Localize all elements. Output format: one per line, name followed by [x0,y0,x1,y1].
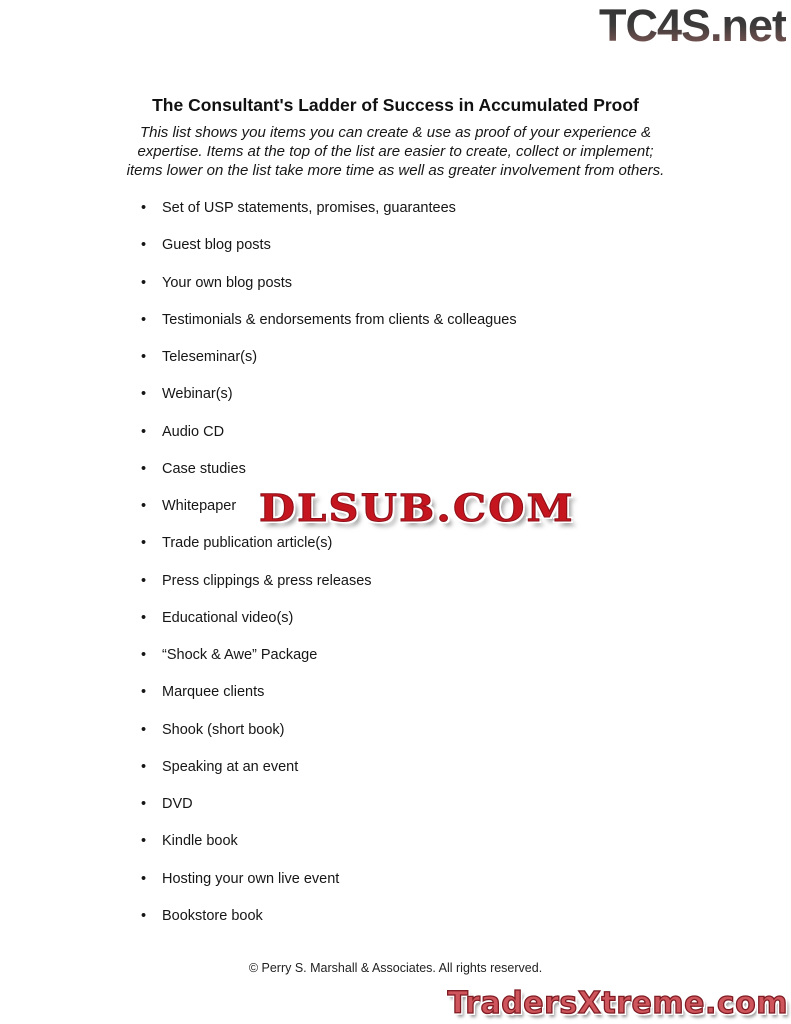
bullet-icon: • [141,274,147,291]
dlsub-watermark: DLSUB.COM [259,486,575,530]
bullet-icon: • [141,237,147,254]
list-item [141,311,517,348]
list-item [141,795,517,832]
list-item [141,572,517,609]
intro-line: items lower on the list take more time as well as greater involvement from others. [126,162,665,179]
list-item [141,870,517,907]
copyright-notice: © Perry S. Marshall & Associates. All rights reserved. [248,961,543,975]
list-item [141,199,517,236]
list-item-text: Audio CD [162,423,225,440]
list-item-text: Hosting your own live event [162,870,340,887]
list-item [141,348,517,385]
list-item-text: Educational video(s) [162,609,294,626]
intro-paragraph [0,123,791,180]
list-item [141,385,517,422]
list-item [141,236,517,273]
list-item [141,721,517,758]
list-item [141,534,517,571]
list-item-text: Case studies [162,460,246,477]
bullet-icon: • [141,200,147,216]
list-item-text: Speaking at an event [162,758,299,775]
list-item [141,832,517,869]
list-item-text: Trade publication article(s) [162,535,333,552]
bullet-icon: • [141,758,147,775]
tc4s-logo: TC4S.net [598,0,786,51]
list-item [141,274,517,311]
list-item [141,683,517,720]
list-item-text: “Shock & Awe” Package [162,647,318,663]
intro-line: This list shows you items you can create & use as proof of your experience & [139,124,652,141]
list-item-text: Set of USP statements, promises, guarantees [162,200,456,216]
list-item-text: Whitepaper [162,498,237,514]
bullet-icon: • [141,386,147,403]
list-item [141,907,517,944]
bullet-icon: • [141,311,147,328]
list-item [141,646,517,683]
proof-items-list [141,199,517,944]
bullet-icon: • [141,535,147,552]
list-item [141,423,517,460]
bullet-icon: • [141,833,147,850]
list-item-text: Kindle book [162,833,238,850]
bullet-icon: • [141,721,147,738]
page-title: The Consultant's Ladder of Success in Accumulated Proof [152,94,639,115]
bullet-icon: • [141,684,147,701]
list-item-text: Your own blog posts [162,274,293,291]
list-item-text: Guest blog posts [162,237,271,254]
list-item-text: DVD [162,796,193,812]
bullet-icon: • [141,870,147,887]
list-item [141,609,517,646]
bullet-icon: • [141,349,147,365]
list-item-text: Bookstore book [162,907,263,924]
bullet-icon: • [141,423,147,440]
bullet-icon: • [141,609,147,626]
list-item-text: Marquee clients [162,684,265,701]
bullet-icon: • [141,498,147,514]
list-item-text: Shook (short book) [162,721,285,738]
bullet-icon: • [141,796,147,812]
list-item-text: Webinar(s) [162,386,233,403]
tradersxtreme-logo: TradersXtreme.com [447,986,788,1021]
list-item-text: Teleseminar(s) [162,349,258,365]
bullet-icon: • [141,647,147,663]
list-item [141,758,517,795]
list-item-text: Testimonials & endorsements from clients & colleagues [162,311,517,328]
bullet-icon: • [141,907,147,924]
intro-line: expertise. Items at the top of the list are easier to create, collect or implement; [137,143,654,160]
bullet-icon: • [141,572,147,589]
bullet-icon: • [141,460,147,477]
list-item-text: Press clippings & press releases [162,572,372,589]
